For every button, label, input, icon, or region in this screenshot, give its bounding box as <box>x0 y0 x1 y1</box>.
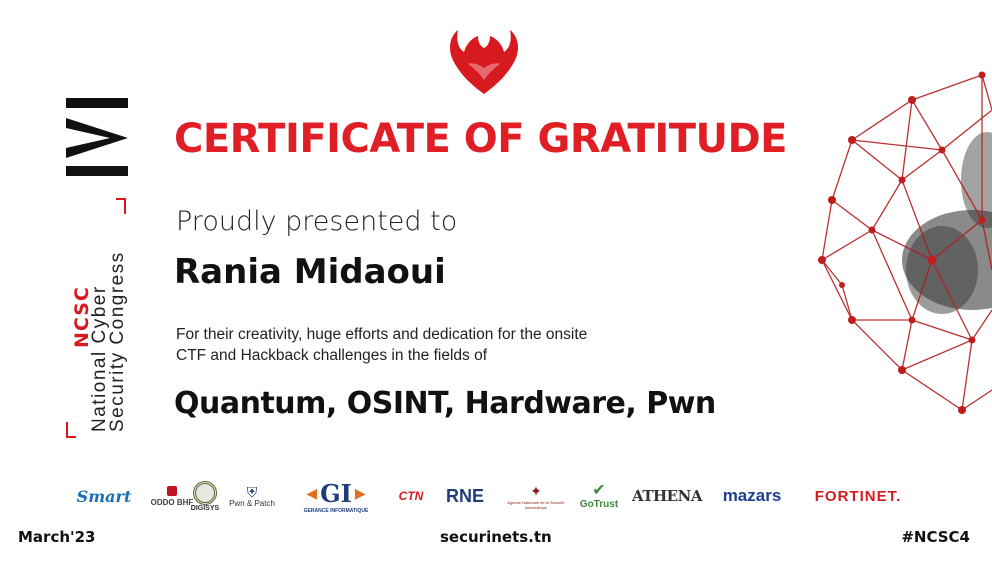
sponsor-digisys: DIGISYS <box>188 474 222 518</box>
description-line1: For their creativity, huge efforts and dedication for the onsite <box>176 326 588 343</box>
sponsor-gotrust: ✔ GoTrust <box>579 481 619 510</box>
shield-icon: ⛨ <box>246 483 258 500</box>
sponsor-ctn: CTN <box>398 489 424 503</box>
network-sphere-illustration <box>812 70 992 430</box>
arrow-left-icon: ◀ <box>306 484 318 501</box>
sponsor-pwn-patch: ⛨ Pwn & Patch <box>229 483 275 508</box>
presented-label: Proudly presented to <box>176 206 458 237</box>
congress-name-line1: National Cyber <box>89 285 110 432</box>
sponsor-logos <box>76 474 926 518</box>
description-line2: CTF and Hackback challenges in the fields of <box>176 347 488 364</box>
congress-name-block <box>69 198 129 448</box>
sponsor-gi: ◀ GI ▶ GERANCE INFORMATIQUE <box>303 478 369 514</box>
certificate-title: CERTIFICATE OF GRATITUDE <box>174 116 787 162</box>
description <box>176 324 716 366</box>
sponsor-smart: Smart <box>76 486 132 506</box>
sponsor-oddo-bhf: ODDO BHF <box>142 474 202 518</box>
event-hashtag: #NCSC4 <box>901 528 970 546</box>
sponsor-athena: ATHENA <box>632 487 702 505</box>
arrow-right-icon: ▶ <box>354 484 366 501</box>
roman-numeral-iv <box>64 96 130 178</box>
gotrust-check-icon: ✔ <box>592 481 606 499</box>
digisys-mark-icon <box>193 481 217 505</box>
sponsor-fortinet: FORTINET. <box>814 487 902 505</box>
website-link[interactable]: securinets.tn <box>440 528 552 546</box>
recipient-name: Rania Midaoui <box>174 252 446 292</box>
ncsc-acronym: NCSC <box>71 286 93 348</box>
sponsor-rne: RNE <box>445 485 484 506</box>
challenge-fields: Quantum, OSINT, Hardware, Pwn <box>174 386 716 421</box>
eagle-icon: ✦ <box>530 482 542 499</box>
congress-name-line2: Security Congress <box>107 251 128 432</box>
sponsor-ansi: ✦ Agence Nationale de la Sécurité Informatique <box>507 482 565 510</box>
oddo-mark-icon <box>167 486 177 496</box>
issue-date: March'23 <box>18 528 96 546</box>
sponsor-mazars: mazars <box>722 486 782 505</box>
bat-shield-icon <box>444 28 524 96</box>
